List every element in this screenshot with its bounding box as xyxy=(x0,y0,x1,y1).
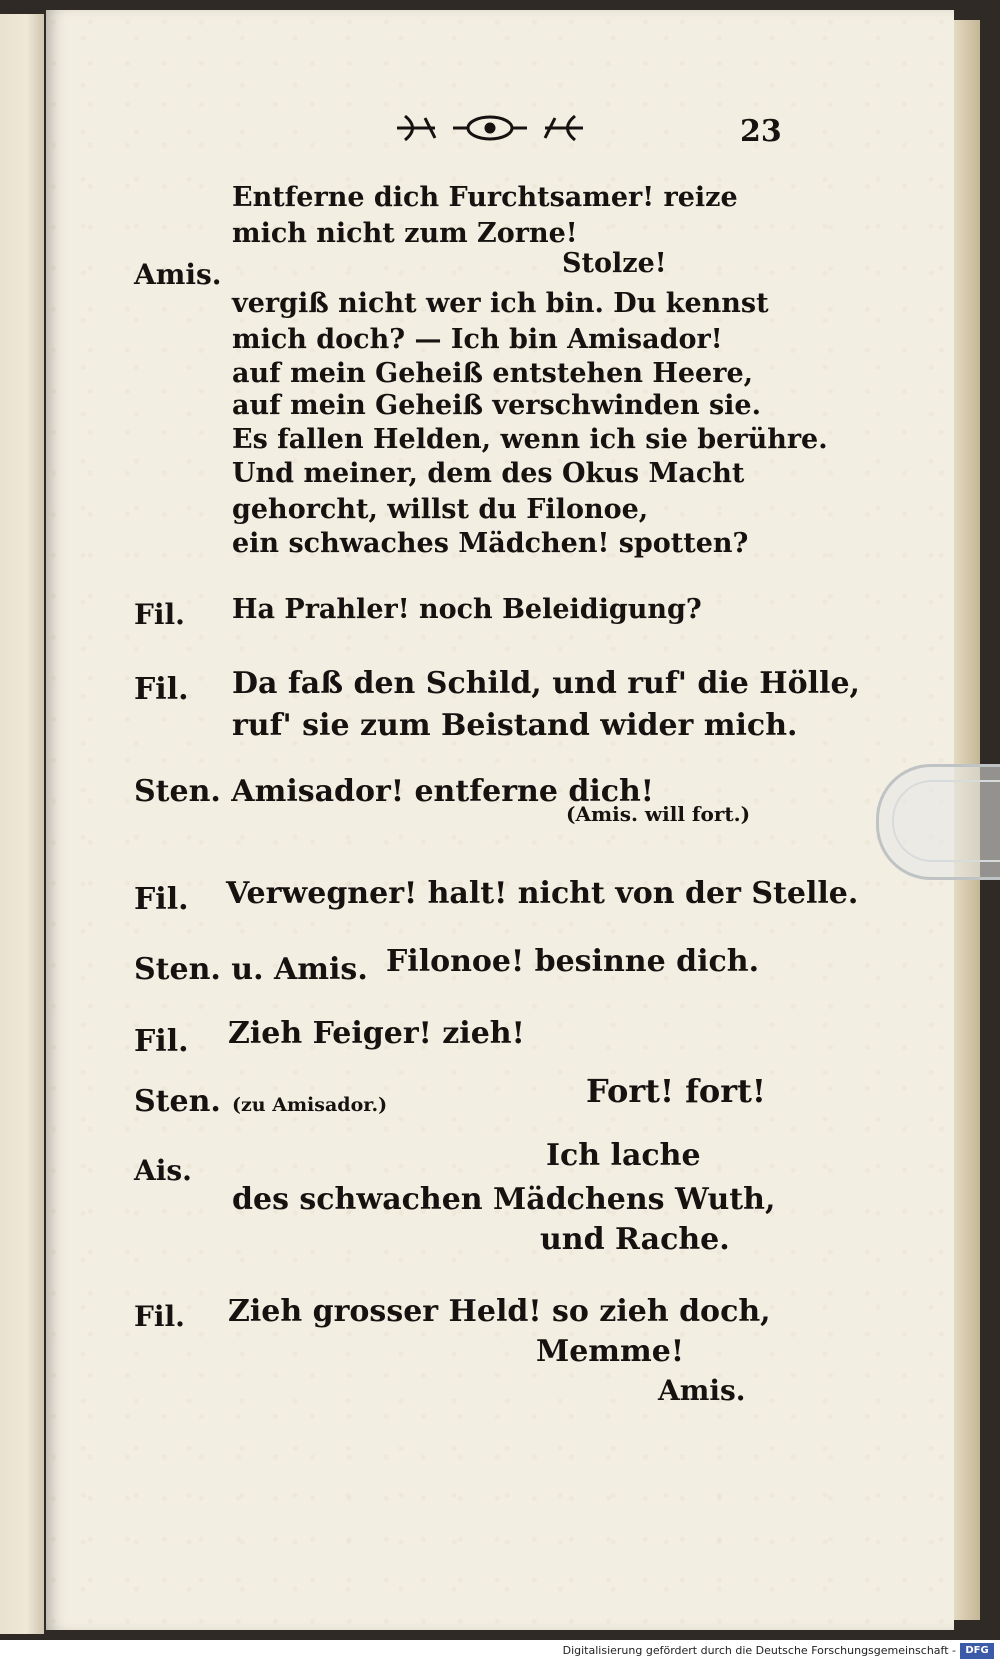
catchword: Amis. xyxy=(658,1374,746,1407)
text-line: und Rache. xyxy=(540,1222,730,1257)
text-line: mich doch? — Ich bin Amisador! xyxy=(232,324,723,355)
speaker-label: Fil. xyxy=(134,672,189,707)
speaker-label: Fil. xyxy=(134,598,185,631)
text-line: mich nicht zum Zorne! xyxy=(232,218,578,249)
stage-direction: (Amis. will fort.) xyxy=(566,802,751,826)
text-line: Filonoe! besinne dich. xyxy=(386,944,760,979)
digitization-footer xyxy=(0,1640,1000,1663)
speaker-label: Fil. xyxy=(134,1300,185,1333)
ornamental-rule-icon xyxy=(395,108,585,148)
speaker-label: Fil. xyxy=(134,882,189,917)
left-facing-page-edge xyxy=(0,14,44,1634)
text-line: Ha Prahler! noch Beleidigung? xyxy=(232,594,702,625)
text-line: auf mein Geheiß verschwinden sie. xyxy=(232,390,762,421)
text-line: ein schwaches Mädchen! spotten? xyxy=(232,528,749,559)
footer-text: Digitalisierung gefördert durch die Deutsche Forschungsgemeinschaft - xyxy=(562,1644,956,1657)
text-line: des schwachen Mädchens Wuth, xyxy=(232,1182,776,1217)
text-line: Da faß den Schild, und ruf' die Hölle, xyxy=(232,666,860,701)
text-line: auf mein Geheiß entstehen Heere, xyxy=(232,358,754,389)
stage-direction: (zu Amisador.) xyxy=(232,1094,388,1116)
speaker-label: Amis. xyxy=(134,258,222,291)
text-line: Und meiner, dem des Okus Macht xyxy=(232,458,745,489)
speaker-label: Sten. u. Amis. xyxy=(134,952,368,987)
speaker-label: Fil. xyxy=(134,1024,189,1059)
text-line: Memme! xyxy=(536,1334,685,1369)
dfg-logo: DFG xyxy=(960,1643,994,1659)
text-line: gehorcht, willst du Filonoe, xyxy=(232,494,649,525)
text-line: Ich lache xyxy=(546,1138,701,1173)
page-clip-tab-inner xyxy=(892,780,1000,862)
speaker-label: Ais. xyxy=(134,1154,192,1187)
text-line: Sten. Amisador! entferne dich! xyxy=(134,774,654,809)
book-page xyxy=(46,10,954,1630)
text-line: Es fallen Helden, wenn ich sie berühre. xyxy=(232,424,828,455)
text-line: ruf' sie zum Beistand wider mich. xyxy=(232,708,798,743)
speaker-label: Sten. xyxy=(134,1084,221,1119)
text-line: Zieh Feiger! zieh! xyxy=(228,1016,525,1051)
text-line: Fort! fort! xyxy=(586,1072,766,1110)
page-number: 23 xyxy=(740,114,782,149)
text-line: Verwegner! halt! nicht von der Stelle. xyxy=(226,876,859,911)
text-line: Zieh grosser Held! so zieh doch, xyxy=(228,1294,771,1329)
text-line: vergiß nicht wer ich bin. Du kennst xyxy=(232,288,769,319)
text-line: Entferne dich Furchtsamer! reize xyxy=(232,182,738,213)
text-line: Stolze! xyxy=(562,248,667,279)
